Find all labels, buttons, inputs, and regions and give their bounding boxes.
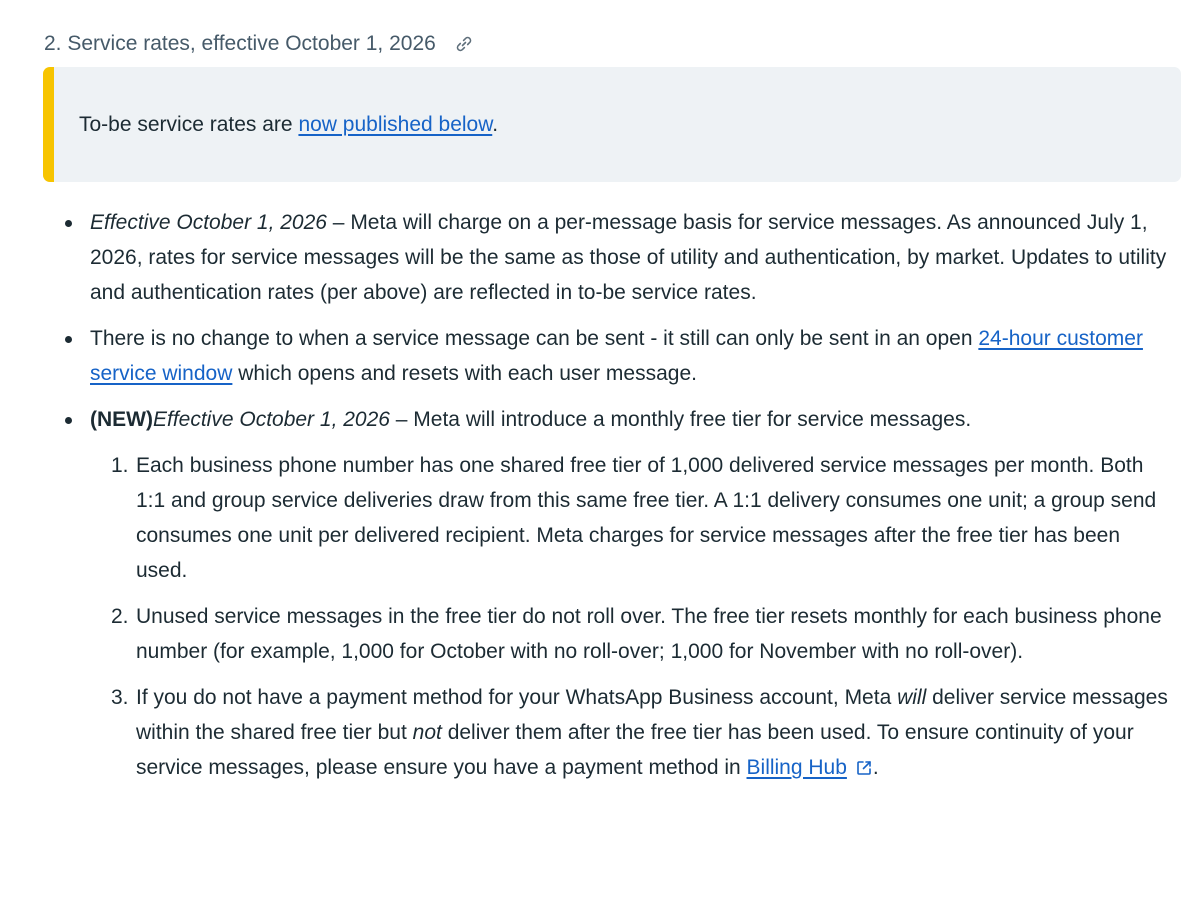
bullet-list	[0, 205, 1200, 799]
list-number: 1.	[111, 454, 129, 477]
external-link-icon[interactable]	[855, 753, 873, 788]
section-heading-text: 2. Service rates, effective October 1, 2026	[44, 32, 436, 55]
callout-text: To-be service rates are now published below.	[79, 113, 499, 136]
effective-date: Effective October 1, 2026	[152, 408, 390, 431]
effective-date: Effective October 1, 2026	[90, 211, 327, 234]
list-item: 1. Each business phone number has one shared free tier of 1,000 delivered service messages per month. Both 1:1 and group service deliveries draw from this same free tier. A 1:1 delivery consumes one unit; a group send consumes one unit per delivered recipient. Meta charges for service messages after the free tier has been used.	[90, 448, 1184, 588]
bullet-dot	[65, 220, 72, 227]
list-item: (NEW)Effective October 1, 2026 – Meta will introduce a monthly free tier for service messages. 1. Each business phone number has one shared free tier of 1,000 delivered service messages per month. Both 1:1 and group service deliveries draw from this same free tier. A 1:1 delivery consumes one unit; a group send consumes one unit per delivered recipient. Meta charges for service messages after the free tier has been used. 2. Unused service messages in the free tier do not roll over. The free tier resets monthly for each business phone number (for example, 1,000 for October with no roll-over; 1,000 for November with no roll-over). 3. If you do not have a payment method for your WhatsApp Business account, Meta will deliver service messages within the shared free tier but not deliver them after the free tier has been used. To ensure continuity of your service messages, please ensure you have a payment method in Billing Hub .	[0, 402, 1200, 788]
section-heading	[44, 27, 474, 61]
link-icon[interactable]	[454, 34, 474, 54]
list-item: 3. If you do not have a payment method for your WhatsApp Business account, Meta will deliver service messages within the shared free tier but not deliver them after the free tier has been used. To ensure continuity of your service messages, please ensure you have a payment method in Billing Hub .	[90, 680, 1184, 788]
now-published-below-link[interactable]: now published below	[298, 113, 493, 136]
list-item: There is no change to when a service message can be sent - it still can only be sent in an open 24-hour customer service window which opens and resets with each user message.	[0, 321, 1200, 391]
new-label: (NEW)	[90, 408, 153, 431]
customer-service-window-link[interactable]: 24-hour customer service window	[90, 327, 1143, 385]
bullet-dot	[65, 417, 72, 424]
billing-hub-link[interactable]: Billing Hub	[746, 756, 847, 779]
bullet-dot	[65, 336, 72, 343]
list-number: 3.	[111, 686, 129, 709]
list-item: 2. Unused service messages in the free tier do not roll over. The free tier resets monthly for each business phone number (for example, 1,000 for October with no roll-over; 1,000 for November with no roll-over).	[90, 599, 1184, 669]
free-tier-list	[90, 448, 1184, 788]
callout-accent-bar	[43, 67, 54, 182]
list-item: Effective October 1, 2026 – Meta will charge on a per-message basis for service messages. As announced July 1, 2026, rates for service messages will be the same as those of utility and authentication, by market. Updates to utility and authentication rates (per above) are reflected in to-be service rates.	[0, 205, 1200, 310]
callout-note	[43, 67, 1181, 182]
list-number: 2.	[111, 605, 129, 628]
